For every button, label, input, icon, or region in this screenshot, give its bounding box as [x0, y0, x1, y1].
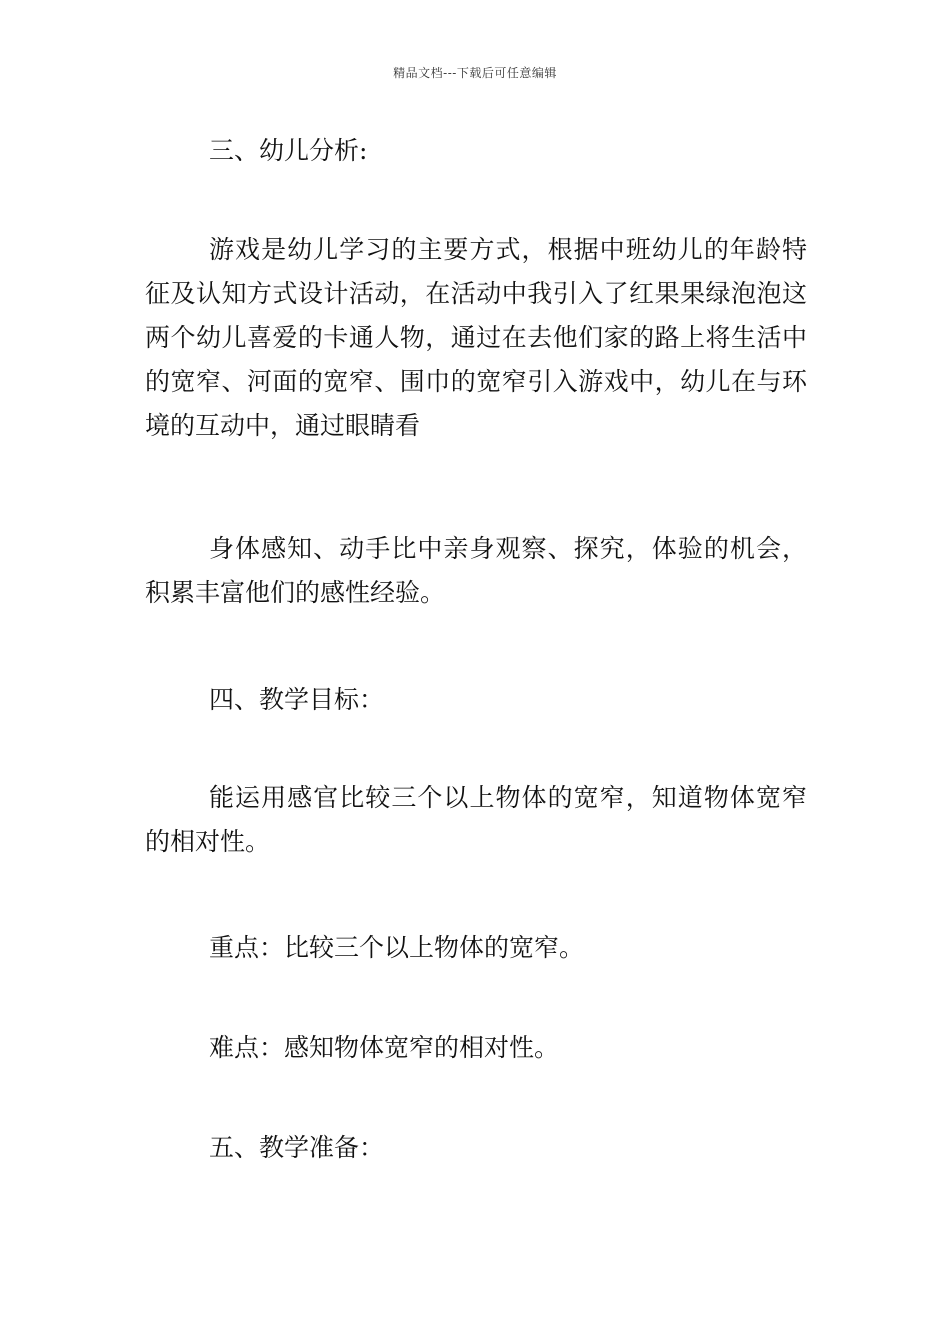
section-heading-teaching-goals: 四、教学目标：	[209, 685, 385, 714]
paragraph-teaching-goals: 能运用感官比较三个以上物体的宽窄，知道物体宽窄的相对性。	[145, 783, 807, 856]
difficulty-text: 难点：感知物体宽窄的相对性。	[209, 1033, 560, 1062]
paragraph-child-analysis-2: 身体感知、动手比中亲身观察、探究，体验的机会，积累丰富他们的感性经验。	[145, 534, 807, 607]
page-header: 精品文档---下载后可任意编辑	[393, 66, 557, 80]
key-point-text: 重点：比较三个以上物体的宽窄。	[209, 933, 585, 962]
section-heading-teaching-preparation: 五、教学准备：	[209, 1133, 385, 1162]
paragraph-child-analysis-1: 游戏是幼儿学习的主要方式，根据中班幼儿的年龄特征及认知方式设计活动，在活动中我引入了红果果绿泡泡这两个幼儿喜爱的卡通人物，通过在去他们家的路上将生活中的宽窄、河面的宽窄、围巾的宽窄引入游戏中，幼儿在与环境的互动中，通过眼睛看	[145, 235, 807, 440]
section-heading-child-analysis: 三、幼儿分析:	[209, 136, 368, 165]
